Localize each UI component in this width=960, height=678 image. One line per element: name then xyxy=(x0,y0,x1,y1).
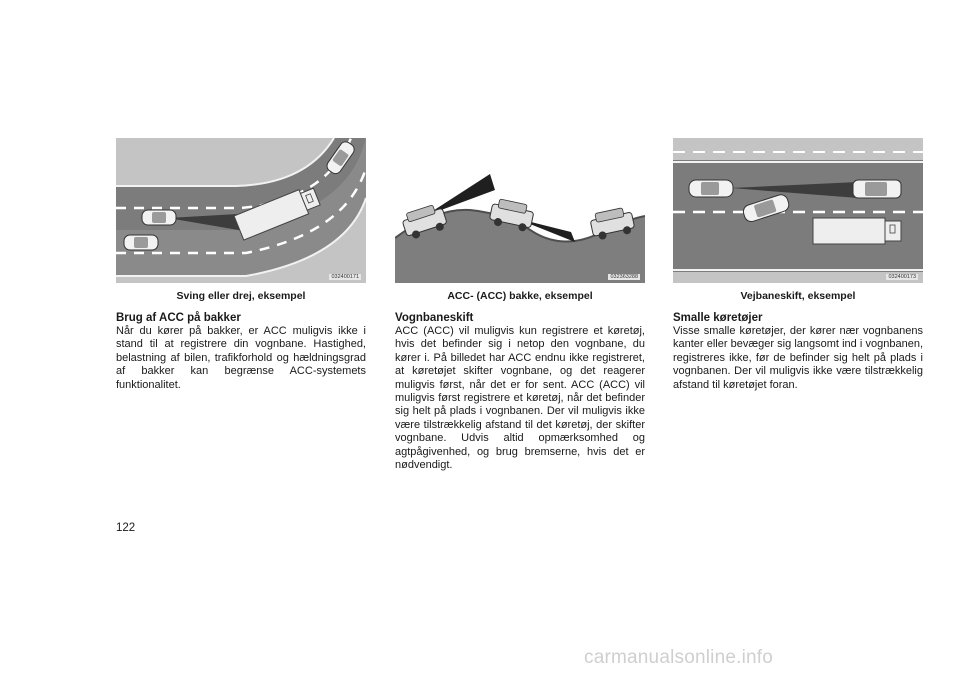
page-number: 122 xyxy=(116,522,136,534)
column-curve xyxy=(116,138,366,392)
figure-caption: Sving eller drej, eksempel xyxy=(176,290,306,302)
column-hill xyxy=(395,138,645,472)
figure-code: 032400171 xyxy=(331,274,359,280)
lane-change-illustration xyxy=(673,138,923,283)
figure-lane-change-illustration xyxy=(673,138,923,283)
figure-curve-illustration xyxy=(116,138,366,283)
figure-hill-illustration xyxy=(395,138,645,283)
figure-caption: ACC- (ACC) bakke, eksempel xyxy=(447,290,593,302)
column-lane-change xyxy=(673,138,923,392)
section-heading: Smalle køretøjer xyxy=(673,312,763,324)
curve-road-illustration xyxy=(116,138,366,283)
section-paragraph: Visse smalle køretøjer, der kører nær vognbanens kanter eller bevæger sig langsomt ind i vognbanen, registreres ikke, før de befinder sig helt på plads i vognbanen. Der vil muligvis ikke være tilstrækkelig afstand til køretøjet foran. xyxy=(673,325,923,391)
hill-illustration xyxy=(395,138,645,283)
section-paragraph: Når du kører på bakker, er ACC muligvis ikke i stand til at registrere din vognbane. Hastighed, belastning af bilen, trafikforhold og hældningsgrad af bakker kan begrænse ACC-systemets funktionalitet. xyxy=(116,325,366,391)
watermark: carmanualsonline.info xyxy=(584,647,774,668)
figure-code: 032363288 xyxy=(610,274,638,280)
section-heading: Vognbaneskift xyxy=(395,312,474,324)
figure-caption: Vejbaneskift, eksempel xyxy=(740,290,856,302)
figure-code: 032400173 xyxy=(888,274,916,280)
section-heading: Brug af ACC på bakker xyxy=(116,312,241,324)
section-paragraph: ACC (ACC) vil muligvis kun registrere et køretøj, hvis det befinder sig i netop den vognbane, du kører i. På billedet har ACC endnu ikke registreret, at køretøjet skifter vognbane, og det reagerer muligvis først, når det er for sent. ACC (ACC) vil muligvis først registrere et køretøj, når det befinder sig helt på plads i vognbanen. Der vil muligvis ikke være tilstrækkelig afstand til det køretøj, der skifter vognbane. Udvis altid opmærksomhed og agtpågivenhed, og brug bremserne, hvis det er nødvendigt. xyxy=(395,325,645,472)
